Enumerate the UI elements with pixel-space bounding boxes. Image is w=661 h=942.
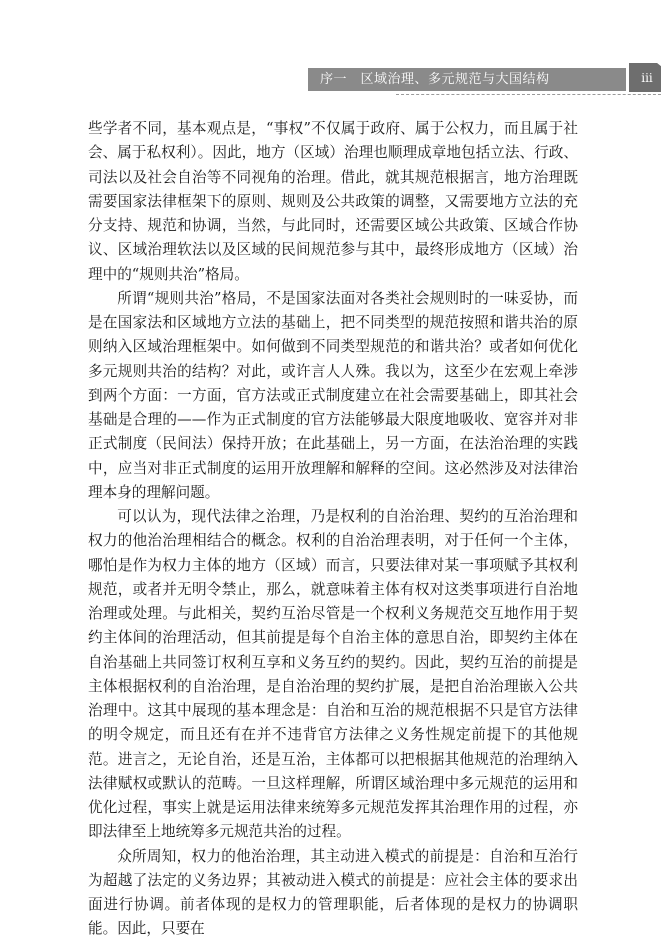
paragraph: 可以认为，现代法律之治理，乃是权利的自治治理、契约的互治治理和权力的他治治理相结合的概念。权利的自治治理表明，对于任何一个主体，哪怕是作为权力主体的地方（区域）而言，只要法律对某一事项赋予其权利规范，或者并无明令禁止，那么，就意味着主体有权对这类事项进行自治地治理或处理。与此相关，契约互治尽管是一个权利义务规范交互地作用于契约主体间的治理活动，但其前提是每个自治主体的意思自治，即契约主体在自治基础上共同签订权利互享和义务互约的契约。因此，契约互治的前提是主体根据权利的自治治理，是自治治理的契约扩展，是把自治治理嵌入公共治理中。这其中展现的基本理念是：自治和互治的规范根据不只是官方法律的明令规定，而且还有在并不违背官方法律之义务性规定前提下的其他规范。进言之，无论自治，还是互治，主体都可以把根据其他规范的治理纳入法律赋权或默认的范畴。一旦这样理解，所谓区域治理中多元规范的运用和优化过程，事实上就是运用法律来统筹多元规范发挥其治理作用的过程，亦即法律至上地统筹多元规范共治的过程。 <box>88 508 578 841</box>
running-header-title: 序一 区域治理、多元规范与大国结构 <box>320 72 550 87</box>
page-number: iii <box>641 71 653 85</box>
body-text <box>88 117 578 942</box>
running-header <box>88 63 653 93</box>
header-dashed-rule <box>396 94 661 95</box>
paragraph: 所谓“规则共治”格局，不是国家法面对各类社会规则时的一味妥协，而是在国家法和区域地方立法的基础上，把不同类型的规范按照和谐共治的原则纳入区域治理框架中。如何做到不同类型规范的和谐共治？或者如何优化多元规则共治的结构？对此，或许言人人殊。我以为，这至少在宏观上牵涉到两个方面：一方面，官方法或正式制度建立在社会需要基础上，即其社会基础是合理的——作为正式制度的官方法能够最大限度地吸收、宽容并对非正式制度（民间法）保持开放；在此基础上，另一方面，在法治治理的实践中，应当对非正式制度的运用开放理解和解释的空间。这必然涉及对法律治理本身的理解问题。 <box>88 289 578 501</box>
paragraph: 众所周知，权力的他治治理，其主动进入模式的前提是：自治和互治行为超越了法定的义务边界；其被动进入模式的前提是：应社会主体的要求出面进行协调。前者体现的是权力的管理职能，后者体现的是权力的协调职能。因此，只要在 <box>88 847 578 938</box>
paragraph-continued: 些学者不同，基本观点是，“事权”不仅属于政府、属于公权力，而且属于社会、属于私权利）。因此，地方（区域）治理也顺理成章地包括立法、行政、司法以及社会自治等不同视角的治理。借此，就其规范根据言，地方治理既需要国家法律框架下的原则、规则及公共政策的调整，又需要地方立法的充分支持、规范和协调，当然，与此同时，还需要区域公共政策、区域合作协议、区域治理软法以及区域的民间规范参与其中，最终形成地方（区域）治理中的“规则共治”格局。 <box>88 120 578 283</box>
